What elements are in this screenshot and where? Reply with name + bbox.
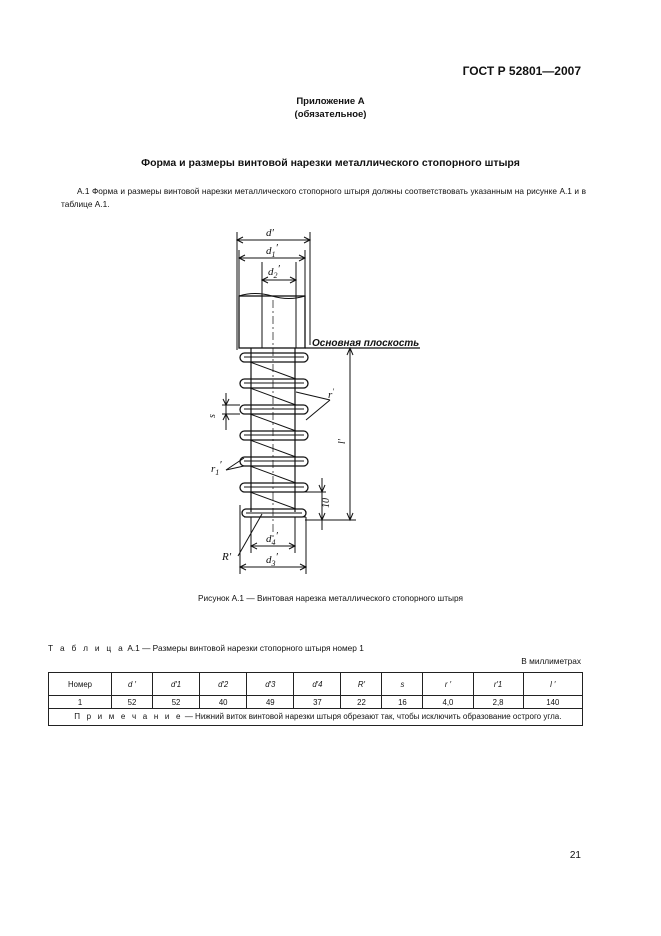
thread-drawing (200, 218, 440, 578)
cell-l: 140 (523, 696, 582, 709)
section-title: Форма и размеры винтовой нарезки металлического стопорного штыря (141, 157, 520, 169)
header-r1: r′1 (473, 673, 523, 696)
cell-r1: 2,8 (473, 696, 523, 709)
label-d4: $d_4'$ (266, 530, 278, 547)
table-units: В миллиметрах (521, 656, 581, 666)
dimensions-table (48, 672, 583, 726)
figure-caption: Рисунок А.1 — Винтовая нарезка металлического стопорного штыря (198, 593, 463, 603)
header-nomer: Номер (49, 673, 112, 696)
cell-d: 52 (112, 696, 153, 709)
label-d2: $d_2'$ (268, 263, 280, 280)
header-d3: d′3 (247, 673, 294, 696)
standard-code: ГОСТ Р 52801—2007 (462, 64, 581, 78)
label-r1: $r_1'$ (211, 459, 222, 477)
appendix-heading (0, 95, 661, 121)
appendix-status: (обязательное) (294, 109, 367, 120)
page-number: 21 (569, 850, 581, 861)
table-note: П р и м е ч а н и е — Нижний виток винтовой нарезки штыря обрезают так, чтобы исключить образование острого угла. (49, 709, 583, 726)
label-d: d′ (266, 227, 274, 239)
label-R: R′ (222, 551, 232, 563)
label-ten: 10 (321, 498, 332, 508)
table-row (49, 696, 583, 709)
header-R: R′ (341, 673, 382, 696)
header-d4: d′4 (294, 673, 341, 696)
cell-d2: 40 (200, 696, 247, 709)
label-d3: $d_3'$ (266, 551, 278, 568)
cell-d4: 37 (294, 696, 341, 709)
header-d: d ′ (112, 673, 153, 696)
header-s: s (382, 673, 423, 696)
label-base-plane: Основная плоскость (312, 338, 420, 349)
label-l: l′ (337, 439, 348, 444)
label-s: s (207, 414, 218, 418)
cell-d3: 49 (247, 696, 294, 709)
table-note-row (49, 709, 583, 726)
cell-d1: 52 (152, 696, 199, 709)
label-r: r′ (328, 387, 335, 401)
table-header-row (49, 673, 583, 696)
cell-s: 16 (382, 696, 423, 709)
label-d1: $d_1'$ (266, 242, 278, 259)
table-title: Т а б л и ц а А.1 — Размеры винтовой нарезки стопорного штыря номер 1 (48, 643, 364, 653)
header-d2: d′2 (200, 673, 247, 696)
paragraph-a1: А.1 Форма и размеры винтовой нарезки металлического стопорного штыря должны соответствовать указанным на рисунке А.1 и в таблице А.1. (61, 186, 586, 209)
header-r: r ′ (423, 673, 473, 696)
header-d1: d′1 (152, 673, 199, 696)
header-l: l ′ (523, 673, 582, 696)
cell-r: 4,0 (423, 696, 473, 709)
cell-R: 22 (341, 696, 382, 709)
appendix-title: Приложение А (296, 96, 365, 107)
cell-nomer: 1 (49, 696, 112, 709)
